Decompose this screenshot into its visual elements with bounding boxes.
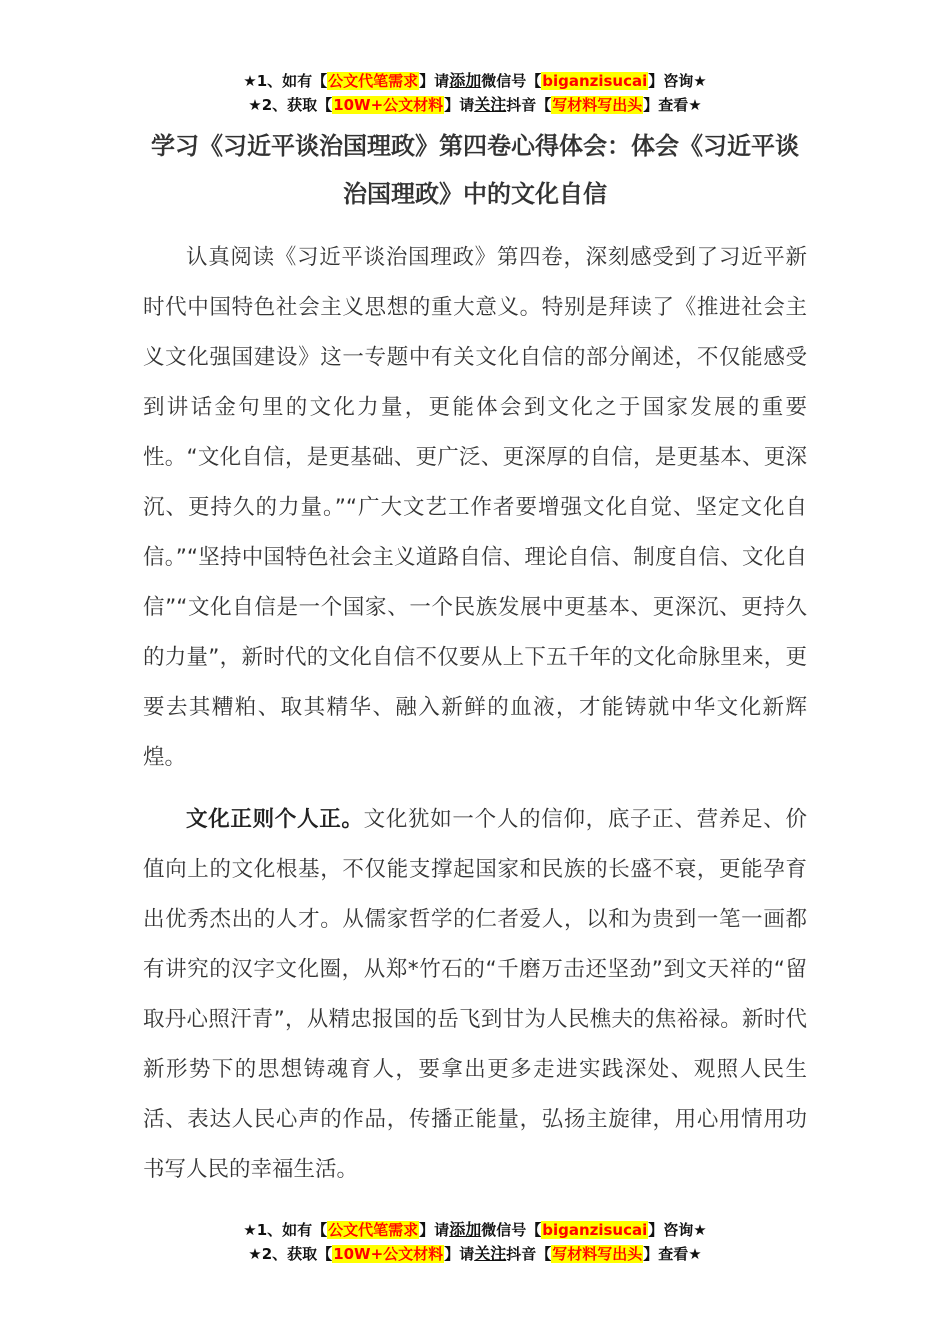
banner-text: 】查看★ xyxy=(643,96,702,114)
highlight-douyin: 写材料写出头 xyxy=(552,1245,643,1263)
banner-text: 】咨询★ xyxy=(648,72,707,90)
highlight-douyin: 写材料写出头 xyxy=(552,96,643,114)
banner-text: ★1、如有【 xyxy=(243,72,328,90)
banner-emphasis: 添加 xyxy=(449,71,482,90)
banner-text: 】请 xyxy=(444,1245,475,1263)
banner-emphasis: 关注 xyxy=(474,95,507,114)
highlight-service: 公文代笔需求 xyxy=(328,72,419,90)
paragraph-lead: 文化正则个人正。 xyxy=(186,807,364,832)
banner-text: 】咨询★ xyxy=(648,1221,707,1239)
highlight-wechat-id: biganzisucai xyxy=(542,1221,648,1239)
highlight-wechat-id: biganzisucai xyxy=(542,72,648,90)
banner-emphasis: 关注 xyxy=(474,1244,507,1263)
banner-text: 】查看★ xyxy=(643,1245,702,1263)
paragraph-culture xyxy=(143,795,807,1195)
banner-line-1 xyxy=(0,69,950,93)
banner-line-2 xyxy=(0,93,950,117)
highlight-materials: 10W+公文材料 xyxy=(333,96,444,114)
header-banner xyxy=(0,69,950,117)
banner-line-1 xyxy=(0,1218,950,1242)
banner-text: ★2、获取【 xyxy=(248,1245,333,1263)
banner-text: 微信号【 xyxy=(481,1221,542,1239)
document-title: 学习《习近平谈治国理政》第四卷心得体会：体会《习近平谈治国理政》中的文化自信 xyxy=(151,132,799,208)
paragraph-intro: 认真阅读《习近平谈治国理政》第四卷，深刻感受到了习近平新时代中国特色社会主义思想的重大意义。特别是拜读了《推进社会主义文化强国建设》这一专题中有关文化自信的部分阐述，不仅能感受到讲话金句里的文化力量，更能体会到文化之于国家发展的重要性。“文化自信，是更基础、更广泛、更深厚的自信，是更基本、更深沉、更持久的力量。”“广大文艺工作者要增强文化自觉、坚定文化自信。”“坚持中国特色社会主义道路自信、理论自信、制度自信、文化自信”“文化自信是一个国家、一个民族发展中更基本、更深沉、更持久的力量”，新时代的文化自信不仅要从上下五千年的文化命脉里来，更要去其糟粕、取其精华、融入新鲜的血液，才能铸就中华文化新辉煌。 xyxy=(143,245,807,770)
banner-text: ★1、如有【 xyxy=(243,1221,328,1239)
highlight-materials: 10W+公文材料 xyxy=(333,1245,444,1263)
banner-text: 抖音【 xyxy=(506,96,552,114)
banner-text: 】请 xyxy=(419,72,450,90)
banner-text: ★2、获取【 xyxy=(248,96,333,114)
footer-banner xyxy=(0,1218,950,1266)
banner-text: 】请 xyxy=(444,96,475,114)
paragraph-text: 文化犹如一个人的信仰，底子正、营养足、价值向上的文化根基，不仅能支撑起国家和民族的长盛不衰，更能孕育出优秀杰出的人才。从儒家哲学的仁者爱人，以和为贵到一笔一画都有讲究的汉字文化圈，从郑*竹石的“千磨万击还坚劲”到文天祥的“留取丹心照汗青”，从精忠报国的岳飞到甘为人民樵夫的焦裕禄。新时代新形势下的思想铸魂育人，要拿出更多走进实践深处、观照人民生活、表达人民心声的作品，传播正能量，弘扬主旋律，用心用情用功书写人民的幸福生活。 xyxy=(143,807,807,1182)
banner-text: 微信号【 xyxy=(481,72,542,90)
banner-text: 抖音【 xyxy=(506,1245,552,1263)
banner-line-2 xyxy=(0,1242,950,1266)
highlight-service: 公文代笔需求 xyxy=(328,1221,419,1239)
banner-emphasis: 添加 xyxy=(449,1220,482,1239)
banner-text: 】请 xyxy=(419,1221,450,1239)
